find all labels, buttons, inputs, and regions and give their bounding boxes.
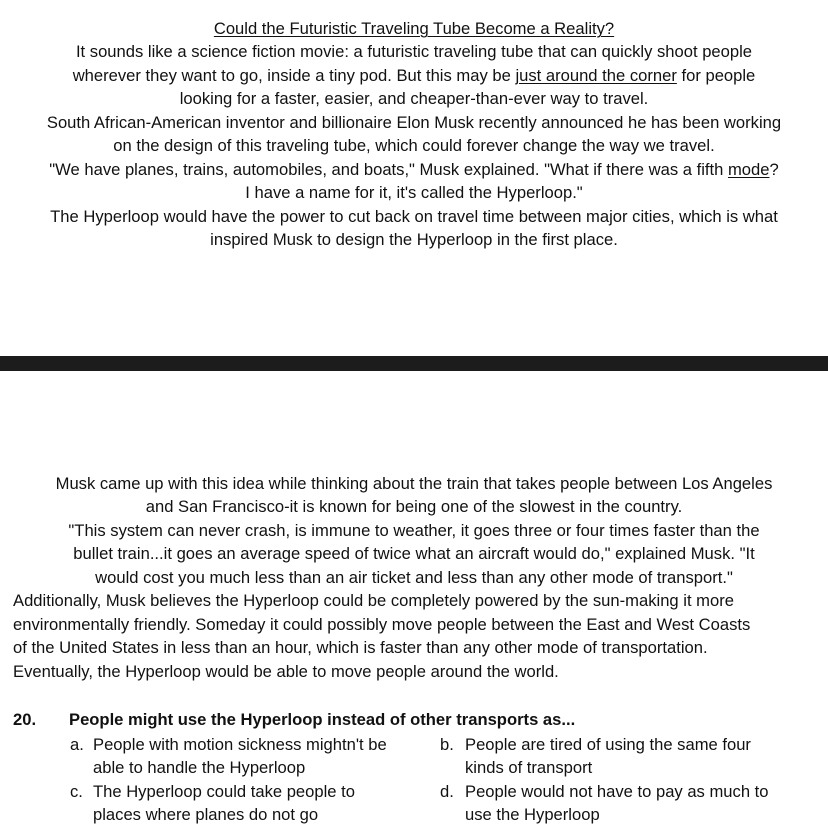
page-divider: [0, 356, 828, 371]
paragraph-line: Musk came up with this idea while thinking about the train that takes people between Los Angeles: [55, 474, 773, 493]
underlined-phrase: just around the corner: [515, 66, 677, 85]
article-bottom-section: [0, 371, 828, 838]
paragraph-line: looking for a faster, easier, and cheaper-than-ever way to travel.: [179, 89, 649, 108]
paragraph-line: Eventually, the Hyperloop would be able to move people around the world.: [13, 662, 559, 681]
question-text: People might use the Hyperloop instead of other transports as...: [69, 710, 576, 729]
option-letter: b.: [440, 735, 454, 754]
option-letter: d.: [440, 782, 454, 801]
paragraph-line: It sounds like a science fiction movie: a futuristic traveling tube that can quickly shoot people: [75, 42, 753, 61]
option-text: People would not have to pay as much to: [465, 782, 769, 801]
option-text: able to handle the Hyperloop: [93, 758, 306, 777]
option-text: People with motion sickness mightn't be: [93, 735, 387, 754]
option-text: use the Hyperloop: [465, 805, 600, 824]
paragraph-line: The Hyperloop would have the power to cut back on travel time between major cities, which is what: [50, 207, 778, 226]
paragraph-line: of the United States in less than an hour, which is faster than any other mode of transportation.: [13, 638, 708, 657]
paragraph-line: inspired Musk to design the Hyperloop in the first place.: [210, 230, 618, 249]
paragraph-line: South African-American inventor and billionaire Elon Musk recently announced he has been working: [46, 113, 782, 132]
article-top-section: [0, 0, 828, 356]
option-text: kinds of transport: [465, 758, 593, 777]
paragraph-line: "This system can never crash, is immune to weather, it goes three or four times faster than the: [68, 521, 760, 540]
paragraph-line: and San Francisco-it is known for being one of the slowest in the country.: [145, 497, 683, 516]
option-text: places where planes do not go: [93, 805, 319, 824]
question-number: 20.: [13, 710, 37, 729]
paragraph-line: environmentally friendly. Someday it could possibly move people between the East and West Coasts: [13, 615, 751, 634]
paragraph-line: on the design of this traveling tube, which could forever change the way we travel.: [113, 136, 715, 155]
option-text: The Hyperloop could take people to: [93, 782, 355, 801]
paragraph-line: Additionally, Musk believes the Hyperloop could be completely powered by the sun-making it more: [13, 591, 734, 610]
paragraph-line: I have a name for it, it's called the Hyperloop.": [245, 183, 583, 202]
paragraph-line: bullet train...it goes an average speed of twice what an aircraft would do," explained Musk. "It: [73, 544, 755, 563]
option-letter: c.: [70, 782, 83, 801]
article-title: Could the Futuristic Traveling Tube Become a Reality?: [213, 19, 615, 38]
underlined-word: mode: [727, 160, 770, 179]
option-letter: a.: [70, 735, 84, 754]
paragraph-line: would cost you much less than an air ticket and less than any other mode of transport.": [95, 568, 733, 587]
option-text: People are tired of using the same four: [465, 735, 751, 754]
paragraph-line: "We have planes, trains, automobiles, and boats," Musk explained. "What if there was a fifth mode?: [49, 160, 779, 179]
paragraph-line: wherever they want to go, inside a tiny pod. But this may be just around the corner for people: [72, 66, 756, 85]
